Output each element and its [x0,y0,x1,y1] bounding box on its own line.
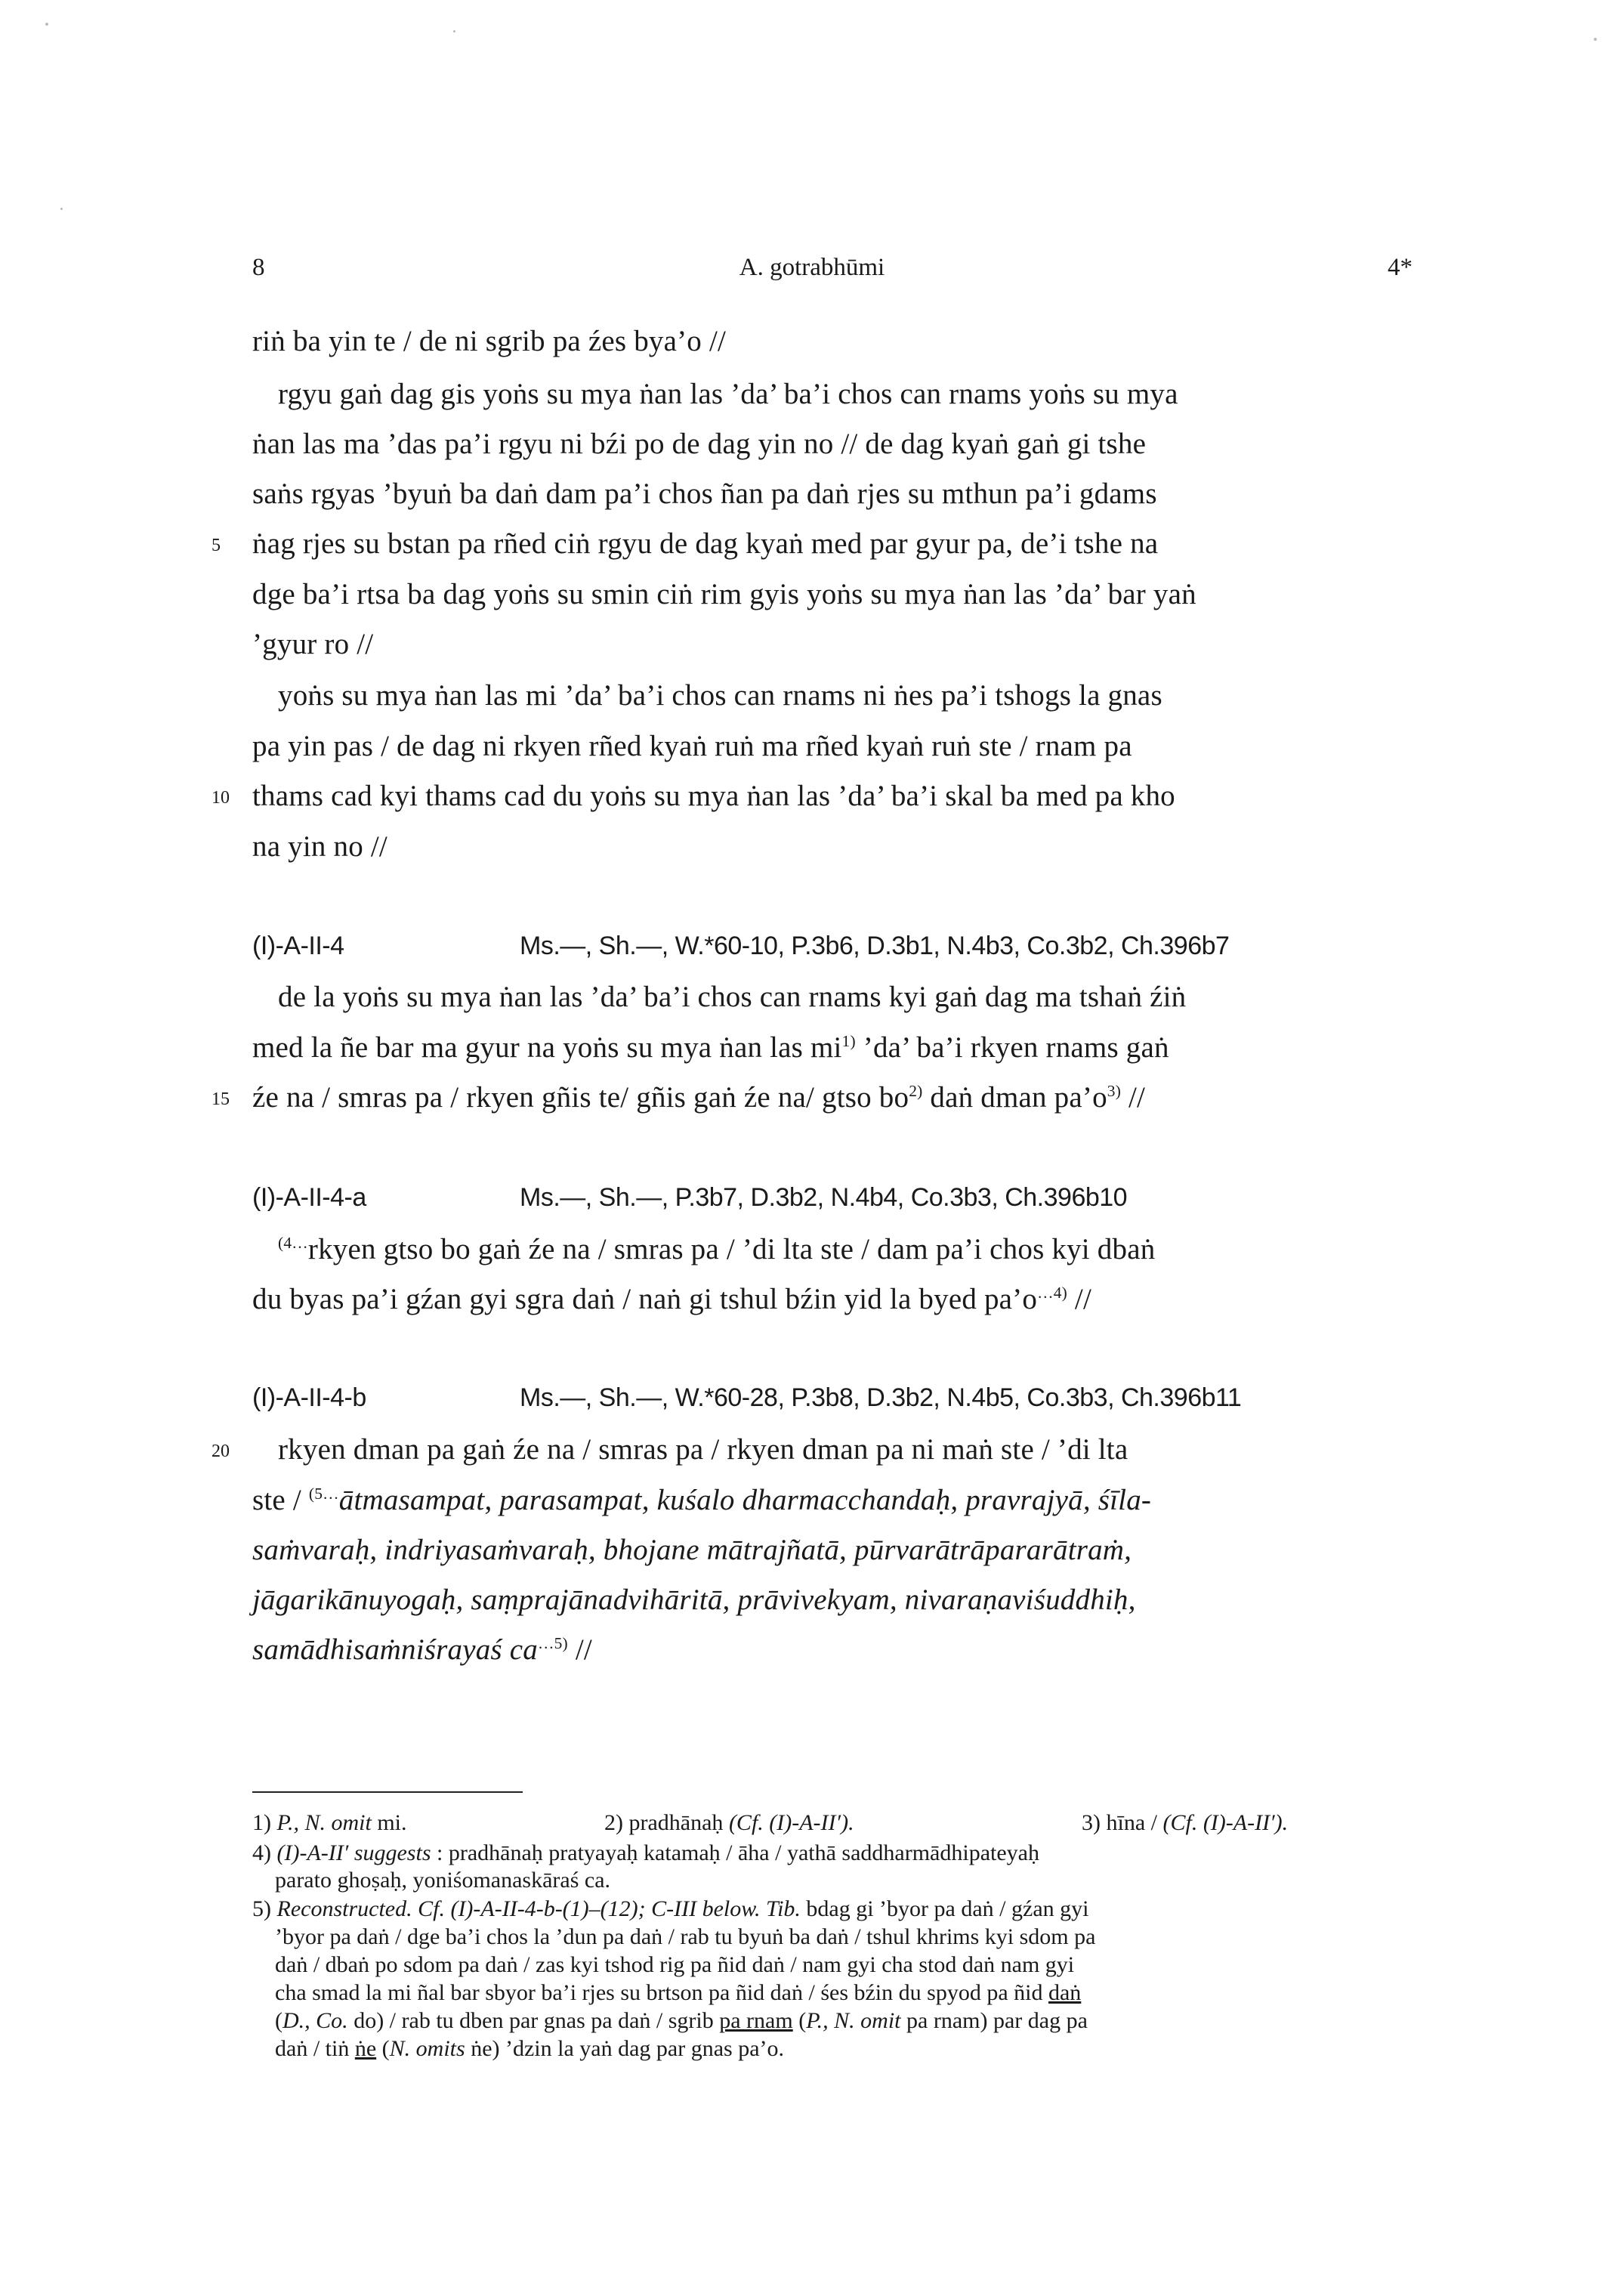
footnote-5-cont: cha smad la mi ñal bar sbyor ba’i rjes su brtson pa ñid daṅ / śes bźin du spyod pa ñid daṅ [275,1980,1082,2005]
footnote-1: 1) P., N. omit mi. [252,1810,407,1835]
footnote-5-cont: (D., Co. do) / rab tu dben par gnas pa daṅ / sgrib pa rnam (P., N. omit pa rnam) par dag pa [275,2008,1088,2033]
section-id: (I)-A-II-4-b [252,1383,366,1412]
body-line: riṅ ba yin te / de ni sgrib pa źes bya’o // [252,325,727,357]
body-line: samādhisaṁniśrayaś $ca^{\dots 5)}$ // [252,1633,592,1666]
scan-speck [45,23,48,26]
body-line: $^{(4\dots}$rkyen gtso bo gaṅ źe na / smras pa / ’di lta ste / dam pa’i chos kyi dbaṅ [278,1233,1156,1265]
body-line: ṅan las ma ’das pa’i rgyu ni bźi po de dag yin no // de dag kyaṅ gaṅ gi tshe [252,428,1147,460]
body-line: saṅs rgyas ’byuṅ ba daṅ dam pa’i chos ñan pa daṅ rjes su mthun pa’i gdams [252,477,1157,510]
footnote-3: 3) hīna / (Cf. (I)-A-II′). [1082,1810,1289,1835]
section-id: (I)-A-II-4-a [252,1183,366,1212]
body-line: rkyen dman pa gaṅ źe na / smras pa / rkyen dman pa ni maṅ ste / ’di lta [278,1433,1128,1466]
footnote-rule [252,1791,523,1793]
footnote-ref: (4… [278,1234,308,1252]
section-refs: Ms.—, Sh.—, W.*60-10, P.3b6, D.3b1, N.4b3, Co.3b2, Ch.396b7 [520,932,1230,960]
footnote-5-cont: ’byor pa daṅ / dge ba’i chos la ’dun pa daṅ / rab tu byuṅ ba daṅ / tshul khrims kyi sdom pa [275,1924,1096,1949]
footnote-5: 5) Reconstructed. Cf. (I)-A-II-4-b-(1)–(12); C-III below. Tib. bdag gi ’byor pa daṅ / gźan gyi [252,1896,1089,1921]
footnote-ref: …4) [1037,1284,1067,1302]
scan-speck [60,208,63,210]
body-line: yoṅs su mya ṅan las mi ’da’ ba’i chos can rnams ni ṅes pa’i tshogs la gnas [278,679,1162,712]
footnote-ref: 3) [1107,1082,1122,1100]
footnote-4-cont: parato ghoṣaḥ, yoniśomanaskāraś ca. [275,1868,611,1893]
footnote-4: 4) (I)-A-II′ suggests : pradhānaḥ pratyayaḥ katamaḥ / āha / yathā saddharmādhipateyaḥ [252,1840,1039,1865]
body-line: de la yoṅs su mya ṅan las ’da’ ba’i chos can rnams kyi gaṅ dag ma tshaṅ źiṅ [278,981,1187,1013]
body-line: na yin no // [252,830,387,863]
footnote-ref: 2) [909,1082,923,1100]
scan-speck [453,30,455,32]
body-line: ’gyur ro // [252,628,374,660]
body-line: du byas pa’i gźan gyi sgra daṅ / naṅ gi tshul bźin yid la byed $pa’o^{\dots 4)}$ // [252,1283,1092,1315]
footnote-ref: …5) [537,1634,568,1652]
section-refs: Ms.—, Sh.—, P.3b7, D.3b2, N.4b4, Co.3b3, Ch.396b10 [520,1183,1128,1212]
section-id: (I)-A-II-4 [252,932,344,960]
footnote-5-cont: daṅ / dbaṅ po sdom pa daṅ / zas kyi tshod rig pa ñid daṅ / nam gyi cha stod daṅ nam gyi [275,1952,1075,1977]
section-mark: 4* [1388,254,1413,281]
body-line: ste / $^{(5\dots}$ātmasampat, parasampat, kuśalo dharmacchandaḥ, pravrajyā, śīla- [252,1484,1152,1516]
line-number: 20 [211,1442,230,1461]
body-line: med la ñe bar ma gyur na yoṅs su mya ṅan las $mi^{1)}$ ’da’ ba’i rkyen rnams gaṅ [252,1031,1169,1064]
section-refs: Ms.—, Sh.—, W.*60-28, P.3b8, D.3b2, N.4b5, Co.3b3, Ch.396b11 [520,1383,1242,1412]
footnote-ref: (5… [308,1485,339,1503]
body-line: dge ba’i rtsa ba dag yoṅs su smin ciṅ rim gyis yoṅs su mya ṅan las ’da’ bar yaṅ [252,578,1196,610]
body-line: rgyu gaṅ dag gis yoṅs su mya ṅan las ’da’ ba’i chos can rnams yoṅs su mya [278,378,1178,410]
body-line: jāgarikānuyogaḥ, saṃprajānadvihāritā, prāvivekyam, nivaraṇaviśuddhiḥ, [252,1584,1136,1616]
footnote-5-cont: daṅ / tiṅ ṅe (N. omits ṅe) ’dzin la yaṅ dag par gnas pa’o. [275,2036,785,2061]
body-line: źe na / smras pa / rkyen gñis te/ gñis gaṅ źe na/ gtso $bo^{2)}$ daṅ dman $pa’o^{3)}$ // [252,1081,1146,1114]
footnote-2: 2) pradhānaḥ (Cf. (I)-A-II′). [604,1810,854,1835]
body-line: pa yin pas / de dag ni rkyen rñed kyaṅ ruṅ ma rñed kyaṅ ruṅ ste / rnam pa [252,730,1132,762]
body-line: thams cad kyi thams cad du yoṅs su mya ṅan las ’da’ ba’i skal ba med pa kho [252,780,1175,812]
line-number: 10 [211,788,230,808]
body-line: ṅag rjes su bstan pa rñed ciṅ rgyu de dag kyaṅ med par gyur pa, de’i tshe na [252,527,1159,560]
line-number: 15 [211,1089,230,1109]
scan-speck [1594,38,1597,41]
page-number: 8 [252,254,265,281]
line-number: 5 [211,536,221,555]
footnote-ref: 1) [841,1032,856,1050]
body-line: saṁvaraḥ, indriyasaṁvaraḥ, bhojane mātrajñatā, pūrvarātrāpararātraṁ, [252,1534,1132,1566]
running-title: A. gotrabhūmi [739,254,885,281]
